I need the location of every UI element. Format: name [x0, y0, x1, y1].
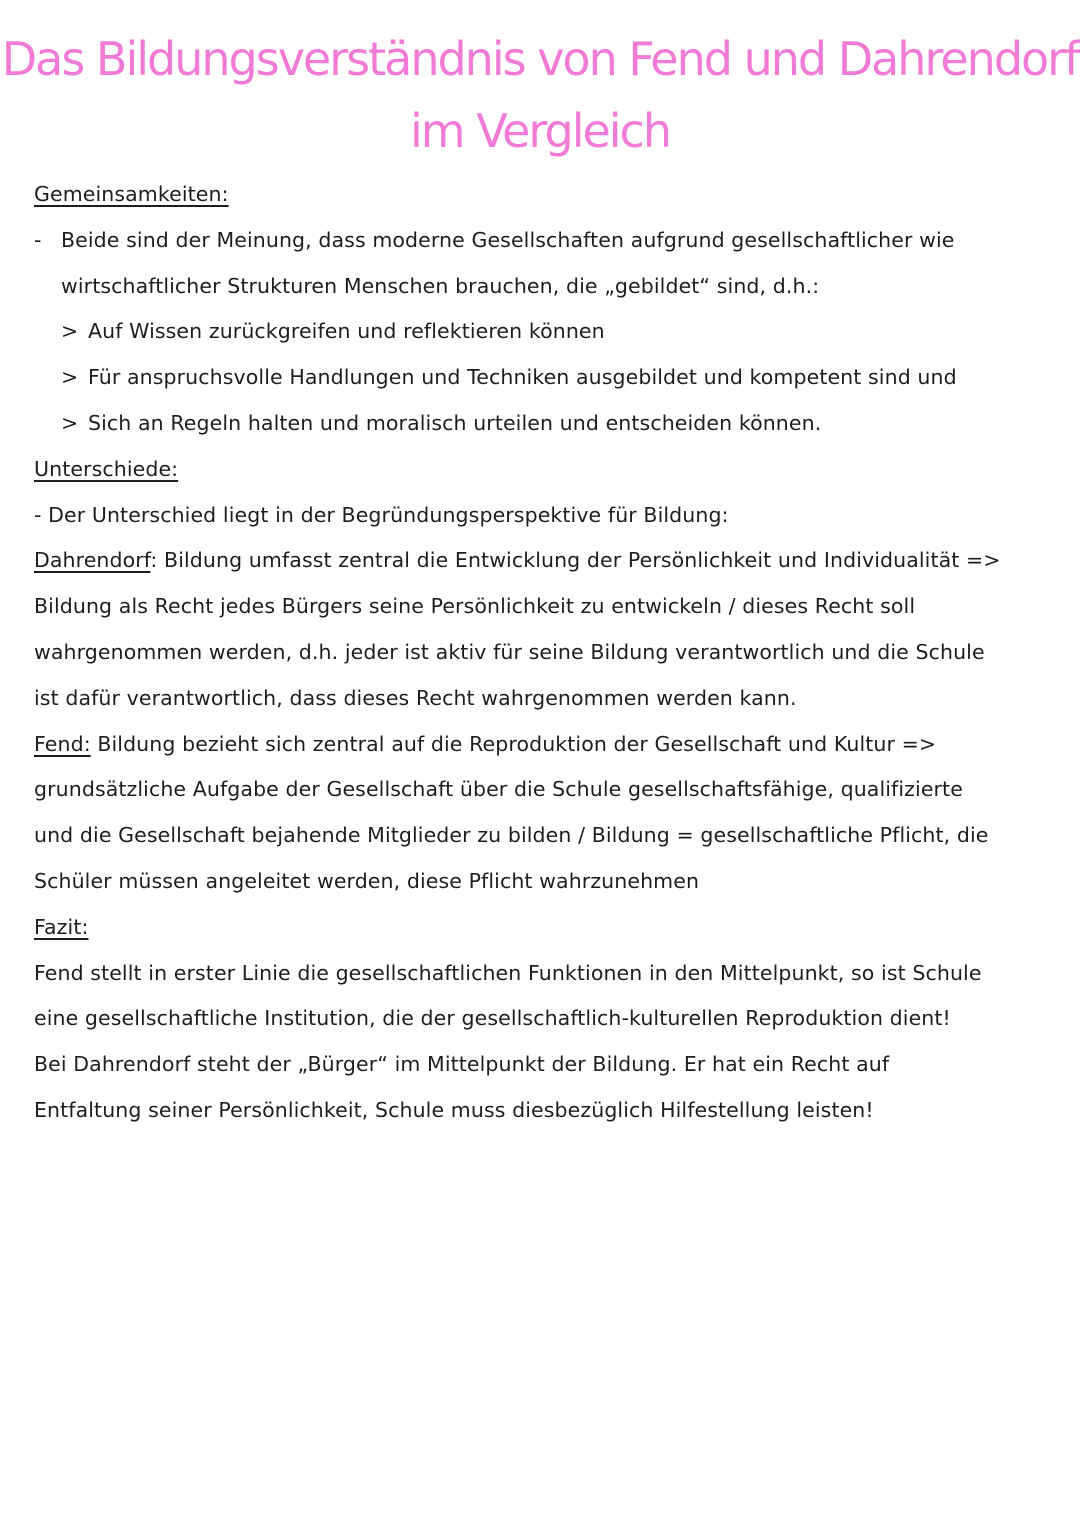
paragraph-text: Schüler müssen angeleitet werden, diese Pflicht wahrzunehmen	[34, 868, 700, 893]
fend-label: Fend:	[34, 731, 91, 756]
bullet-line-continued	[34, 264, 1044, 310]
paragraph-text: wahrgenommen werden, d.h. jeder ist aktiv für seine Bildung verantwortlich und die Schule	[34, 639, 985, 664]
paragraph-line	[34, 538, 1044, 584]
section-heading-fazit	[34, 905, 1044, 951]
bullet-dash: -	[34, 227, 42, 252]
arrow-marker: >	[61, 365, 79, 390]
sub-item-text: Für anspruchsvolle Handlungen und Techniken ausgebildet und kompetent sind und	[88, 365, 957, 390]
section-heading-unterschiede	[34, 447, 1044, 493]
paragraph-line	[34, 859, 1044, 905]
paragraph-text: Entfaltung seiner Persönlichkeit, Schule muss diesbezüglich Hilfestellung leisten!	[34, 1097, 874, 1122]
paragraph-text: Bildung als Recht jedes Bürgers seine Persönlichkeit zu entwickeln / dieses Recht soll	[34, 594, 916, 619]
sub-item	[34, 401, 1044, 447]
paragraph-line	[34, 813, 1044, 859]
dahrendorf-label: Dahrendorf	[34, 548, 151, 573]
paragraph-text: ist dafür verantwortlich, dass dieses Recht wahrgenommen werden kann.	[34, 685, 797, 710]
sub-item	[34, 309, 1044, 355]
bullet-text: Beide sind der Meinung, dass moderne Gesellschaften aufgrund gesellschaftlicher wie	[61, 227, 955, 252]
paragraph-text: : Bildung umfasst zentral die Entwicklung der Persönlichkeit und Individualität =>	[150, 548, 1001, 573]
paragraph-text: Bildung bezieht sich zentral auf die Reproduktion der Gesellschaft und Kultur =>	[90, 731, 937, 756]
sub-item-text: Sich an Regeln halten und moralisch urteilen und entscheiden können.	[88, 410, 822, 435]
paragraph-line	[34, 1042, 1044, 1088]
page-title-line-1: Das Bildungsverständnis von Fend und Dahrendorf	[1, 32, 1079, 86]
sub-item-text: Auf Wissen zurückgreifen und reflektieren können	[88, 319, 605, 344]
paragraph-line	[34, 1088, 1044, 1134]
paragraph-text: Bei Dahrendorf steht der „Bürger“ im Mittelpunkt der Bildung. Er hat ein Recht auf	[34, 1052, 890, 1077]
paragraph-line	[34, 630, 1044, 676]
paragraph-line	[34, 676, 1044, 722]
paragraph-text: grundsätzliche Aufgabe der Gesellschaft über die Schule gesellschaftsfähige, qualifizierte	[34, 777, 963, 802]
heading-text: Unterschiede:	[34, 456, 179, 481]
arrow-marker: >	[61, 410, 79, 435]
bullet-line	[34, 218, 1044, 264]
heading-text: Gemeinsamkeiten:	[34, 182, 229, 206]
arrow-marker: >	[61, 319, 79, 344]
bullet-text: wirtschaftlicher Strukturen Menschen brauchen, die „gebildet“ sind, d.h.:	[61, 273, 820, 298]
paragraph-line	[34, 996, 1044, 1042]
paragraph-line	[34, 584, 1044, 630]
paragraph-line	[34, 493, 1044, 539]
paragraph-line	[34, 767, 1044, 813]
paragraph-text: Fend stellt in erster Linie die gesellschaftlichen Funktionen in den Mittelpunkt, so ist Schule	[34, 960, 982, 985]
paragraph-line	[34, 722, 1044, 768]
page-title-line-2: im Vergleich	[409, 104, 671, 158]
paragraph-line	[34, 951, 1044, 997]
heading-text: Fazit:	[34, 914, 89, 939]
sub-item	[34, 355, 1044, 401]
paragraph-text: eine gesellschaftliche Institution, die der gesellschaftlich-kulturellen Reproduktion dient!	[34, 1006, 951, 1031]
section-heading-gemeinsamkeiten	[34, 172, 1044, 218]
document-body	[34, 172, 1044, 1134]
intro-text: - Der Unterschied liegt in der Begründungsperspektive für Bildung:	[34, 502, 729, 527]
paragraph-text: und die Gesellschaft bejahende Mitglieder zu bilden / Bildung = gesellschaftliche Pflicht, die	[34, 823, 989, 848]
